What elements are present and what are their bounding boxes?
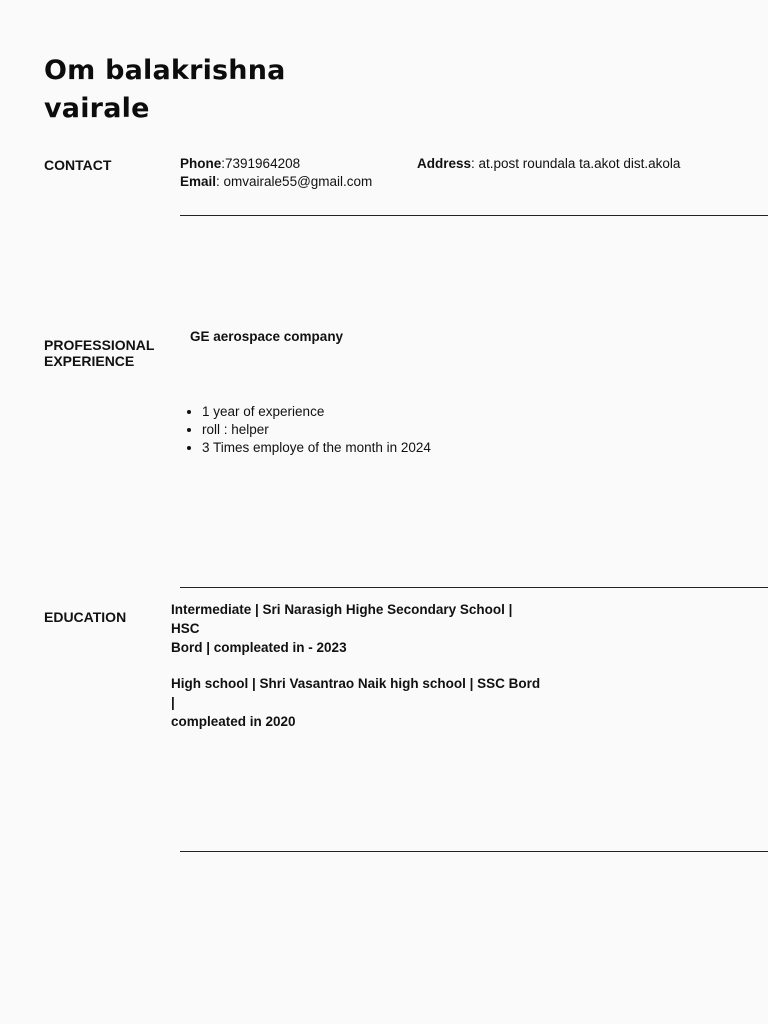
education-entry [171,600,541,657]
divider-education [180,851,768,852]
experience-heading-line-1: PROFESSIONAL [44,337,155,353]
address-value: : at.post roundala ta.akot dist.akola [471,156,681,171]
contact-heading: CONTACT [44,157,112,173]
email-row [180,173,372,191]
education-entry-line-1: Intermediate | Sri Narasigh Highe Secondary School | HSC [171,602,513,636]
resume-name [44,52,364,128]
list-item: • 1 year of experience [202,403,431,421]
education-entry [171,674,541,731]
experience-heading [44,337,164,369]
list-item: • roll : helper [202,421,431,439]
company-name: GE aerospace company [190,329,344,344]
divider-experience [180,587,768,588]
education-heading: EDUCATION [44,609,127,625]
education-entry-line-2: Bord | compleated in - 2023 [171,640,347,655]
name-line-1: Om balakrishna [44,55,286,86]
address-row [417,155,680,173]
experience-heading-line-2: EXPERIENCE [44,353,135,369]
experience-list [182,403,431,457]
contact-details-right [417,155,680,173]
education-entry-line-1: High school | Shri Vasantrao Naik high school | SSC Bord | [171,676,541,710]
phone-value: :7391964208 [221,156,301,171]
phone-label: Phone [180,156,222,171]
contact-details-left [180,155,372,191]
divider-contact [180,215,768,216]
name-line-2: vairale [44,93,150,124]
email-label: Email [180,174,217,189]
education-entry-line-2: compleated in 2020 [171,714,296,729]
address-label: Address [417,156,472,171]
email-value: : omvairale55@gmail.com [216,174,373,189]
list-item: • 3 Times employe of the month in 2024 [202,439,431,457]
phone-row [180,155,372,173]
